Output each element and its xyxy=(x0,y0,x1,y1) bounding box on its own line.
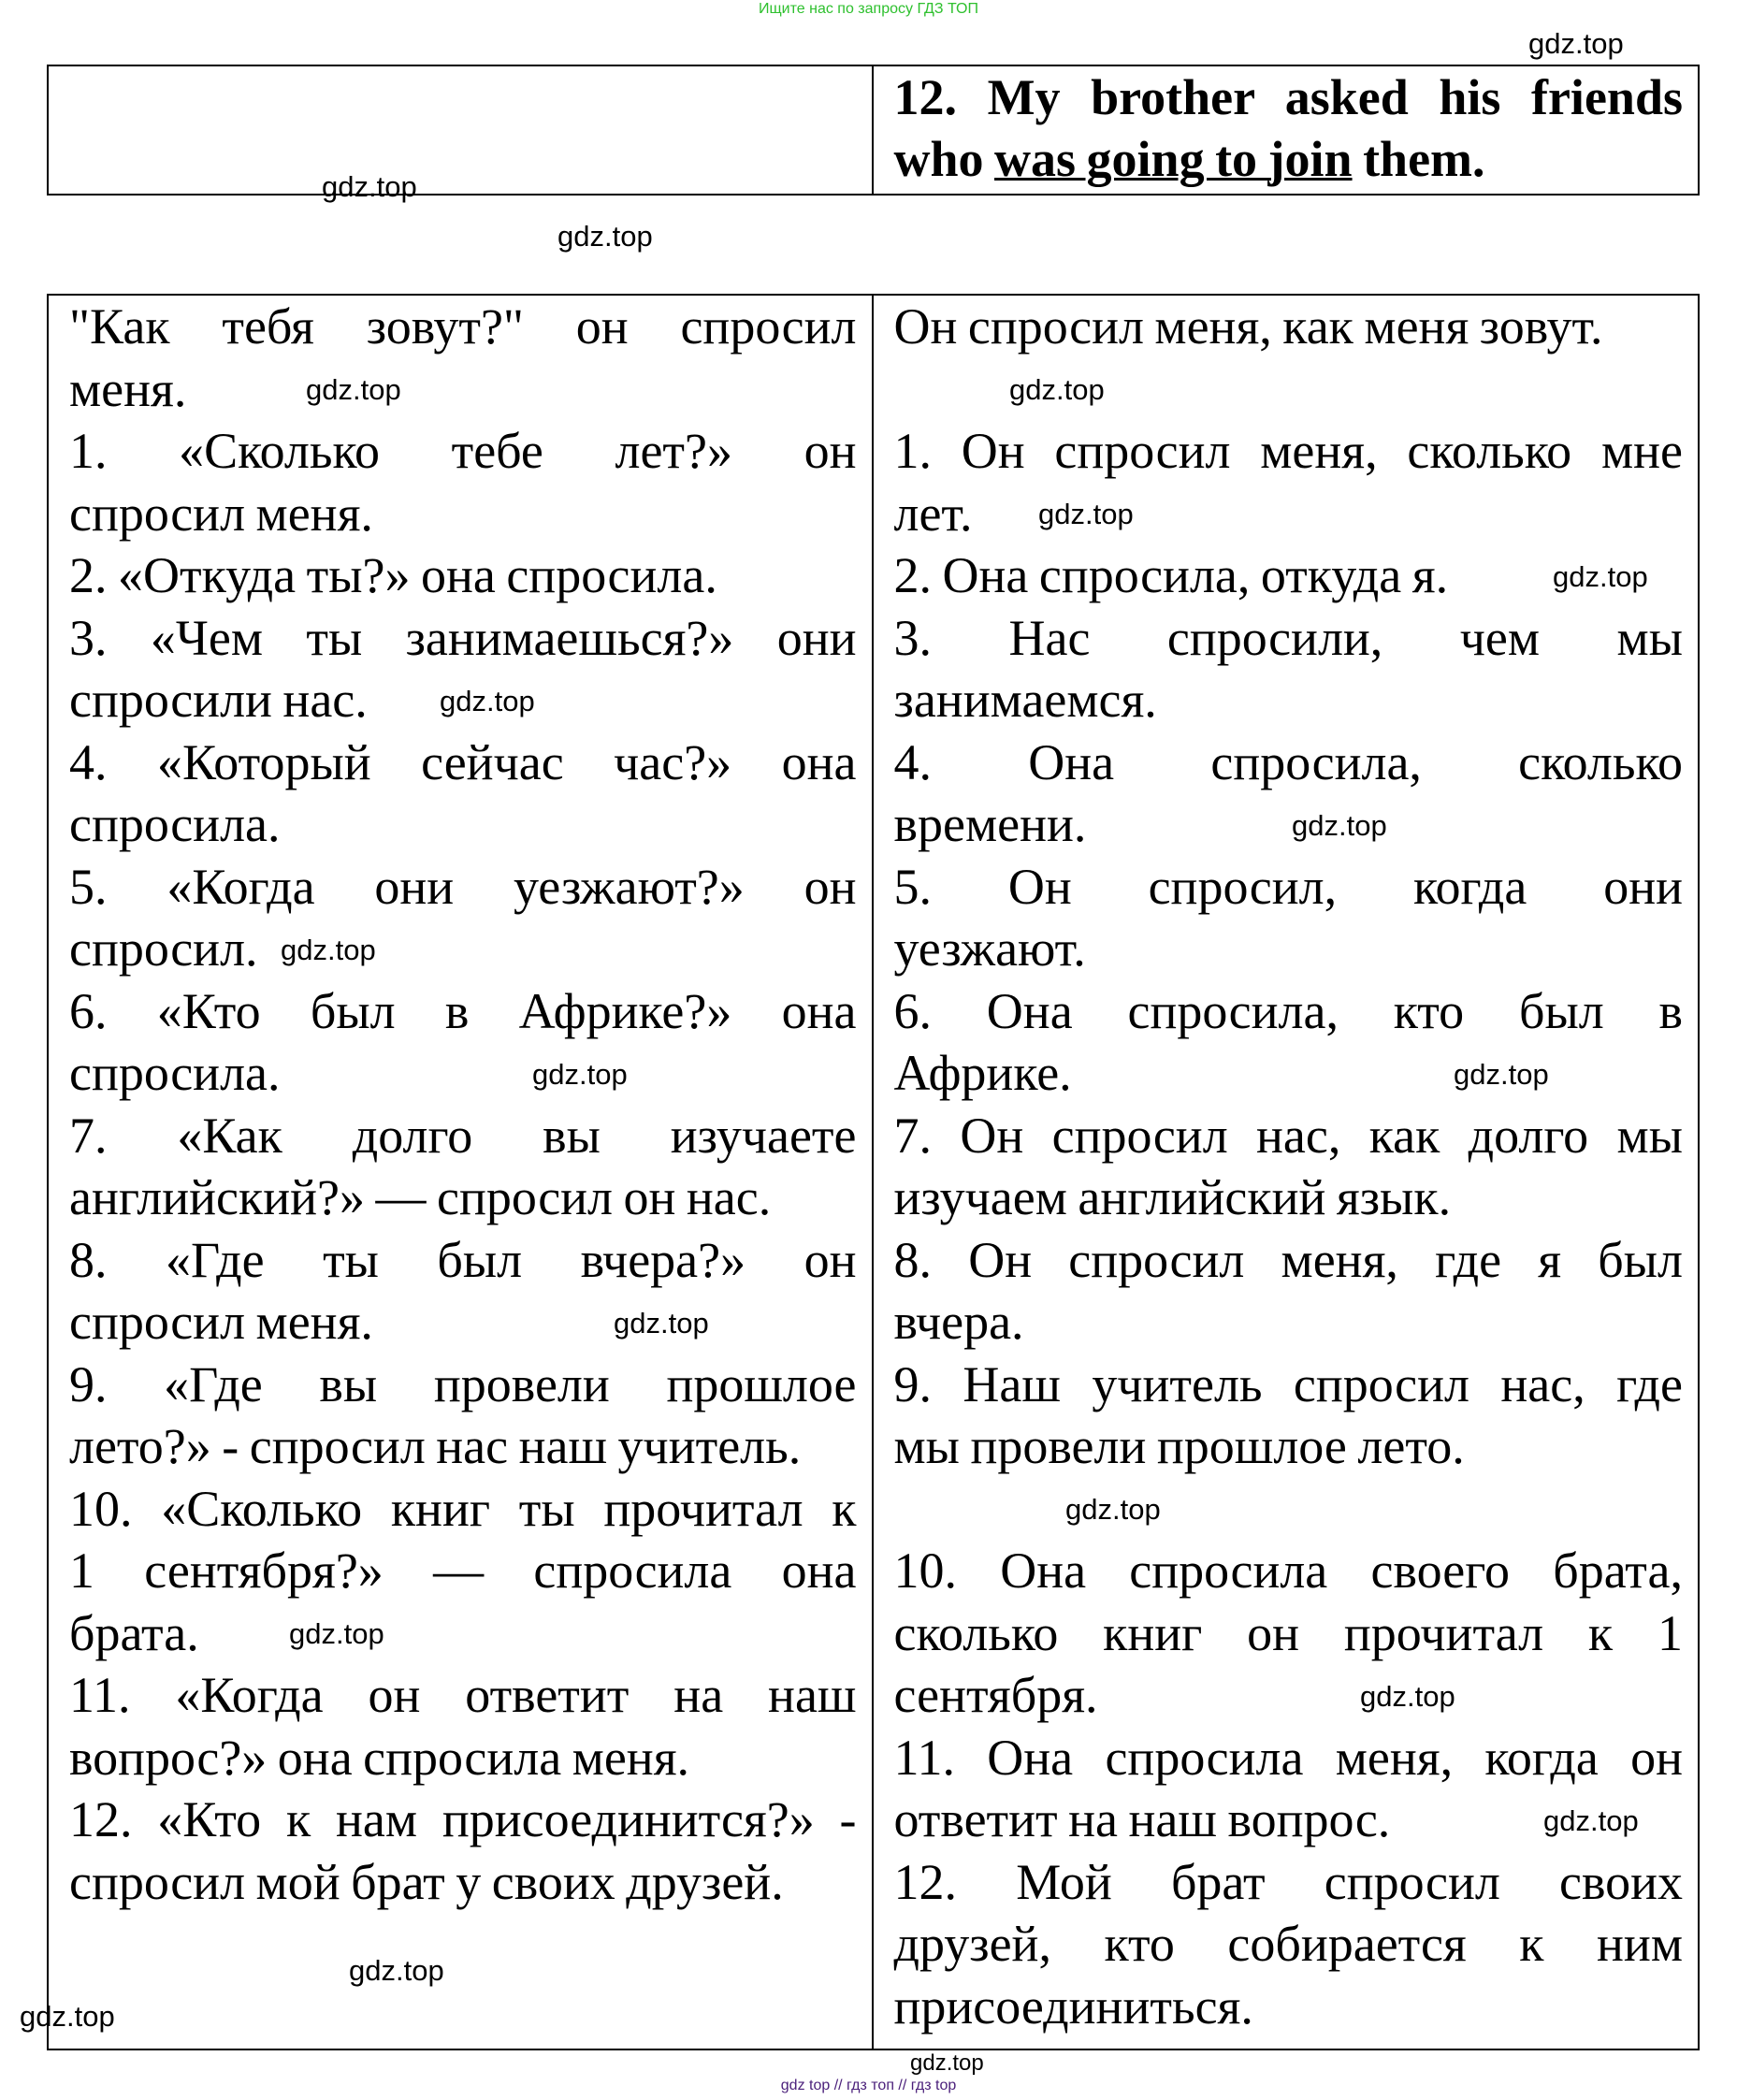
text-line: 11. «Когда он ответит на наш xyxy=(69,1667,857,1723)
text-line: 9. «Где вы провели прошлое xyxy=(69,1355,857,1412)
watermark: gdz.top xyxy=(440,685,535,717)
text-line: друзей, кто собирается к ним xyxy=(893,1916,1683,1972)
text-line: спросил меня. xyxy=(69,1294,373,1350)
paragraph xyxy=(894,1354,1684,1478)
text-line: 4. «Который сейчас час?» она xyxy=(69,733,857,790)
text-line: 2. Она спросила, откуда я. xyxy=(893,547,1449,603)
text-line: лето?» - спросил нас наш учитель. xyxy=(69,1418,802,1474)
paragraph xyxy=(894,296,1684,358)
watermark: gdz.top xyxy=(322,170,417,203)
text-line: 5. «Когда они уезжают?» он xyxy=(69,858,857,915)
watermark: gdz.top xyxy=(281,934,376,966)
text-line: 1. «Сколько тебе лет?» он xyxy=(69,423,857,479)
text-line: спросил. xyxy=(69,920,258,977)
text-line: вчера. xyxy=(893,1294,1024,1350)
text-line: сентября. xyxy=(893,1667,1098,1723)
text-line: 4. Она спросила, сколько xyxy=(893,733,1683,790)
watermark: gdz.top xyxy=(349,1954,444,1987)
direct-speech-column xyxy=(49,296,874,2049)
watermark: gdz.top xyxy=(1454,1058,1549,1091)
text-line: ответит на наш вопрос. xyxy=(893,1791,1391,1847)
search-banner[interactable]: Ищите нас по запросу ГДЗ ТОП xyxy=(759,1,978,17)
paragraph xyxy=(894,731,1684,856)
text-line: брата. xyxy=(69,1604,199,1661)
text-line: присоединиться. xyxy=(893,1977,1253,2035)
watermark: gdz.top xyxy=(1553,560,1648,593)
watermark: gdz.top xyxy=(20,2000,115,2033)
text-line: 9. Наш учитель спросил нас, где xyxy=(893,1355,1683,1412)
empty-cell xyxy=(49,66,874,194)
watermark: gdz.top xyxy=(1360,1680,1455,1713)
footer-links[interactable]: gdz top // гдз топ // гдз top xyxy=(780,2078,957,2093)
paragraph xyxy=(894,1540,1684,1727)
text-line xyxy=(894,1478,1684,1541)
watermark: gdz.top xyxy=(1038,498,1134,530)
text-line: "Как тебя зовут?" он спросил xyxy=(69,298,857,355)
paragraph xyxy=(894,856,1684,980)
text-line: сколько книг он прочитал к 1 xyxy=(893,1604,1683,1661)
answer-text-after: them. xyxy=(1352,131,1485,187)
watermark: gdz.top xyxy=(1065,1493,1161,1526)
text-line: 8. «Где ты был вчера?» он xyxy=(69,1231,857,1288)
text-line: 10. Она спросила своего брата, xyxy=(893,1542,1683,1599)
text-line: Он спросил меня, как меня зовут. xyxy=(893,298,1603,355)
text-line: английский?» — спросил он нас. xyxy=(69,1169,772,1225)
text-line: спросил мой брат у своих друзей. xyxy=(69,1853,784,1910)
paragraph xyxy=(894,1478,1684,1541)
paragraph xyxy=(69,980,857,1105)
text-line: меня. xyxy=(69,360,187,417)
text-line: 7. «Как долго вы изучаете xyxy=(69,1107,857,1164)
paragraph xyxy=(69,731,857,856)
watermark: gdz.top xyxy=(1543,1804,1639,1837)
text-line: спросила. xyxy=(69,1045,281,1101)
text-line: спросила. xyxy=(69,796,281,852)
text-line: времени. xyxy=(893,796,1087,852)
text-line: 11. Она спросила меня, когда он xyxy=(893,1729,1683,1786)
answer-text-before: who xyxy=(893,131,995,187)
paragraph xyxy=(69,856,857,980)
text-line: 1 сентября?» — спросила она xyxy=(69,1542,857,1599)
paragraph xyxy=(69,1664,857,1789)
text-line: вопрос?» она спросила меня. xyxy=(69,1729,690,1786)
paragraph xyxy=(69,1105,857,1229)
watermark: gdz.top xyxy=(1292,809,1387,842)
text-line: 10. «Сколько книг ты прочитал к xyxy=(69,1480,857,1537)
text-line: 3. «Чем ты занимаешься?» они xyxy=(69,609,857,666)
paragraph xyxy=(894,980,1684,1105)
paragraph xyxy=(69,420,857,544)
text-line: 8. Он спросил меня, где я был xyxy=(893,1231,1683,1288)
text-line: 3. Нас спросили, чем мы xyxy=(893,609,1683,666)
watermark: gdz.top xyxy=(1009,373,1105,406)
text-line: 2. «Откуда ты?» она спросила. xyxy=(69,547,717,603)
english-answer-cell xyxy=(874,66,1699,194)
watermark: gdz.top xyxy=(557,220,653,253)
text-line: спросили нас. xyxy=(69,672,368,728)
text-line: 6. «Кто был в Африке?» она xyxy=(69,982,857,1039)
text-line: лет. xyxy=(893,485,973,542)
answer-line-2 xyxy=(894,128,1684,190)
underlined-verb: was going to join xyxy=(994,131,1353,187)
paragraph xyxy=(69,1789,857,1913)
paragraph xyxy=(894,1105,1684,1229)
text-line: 12. Мой брат спросил своих xyxy=(893,1853,1683,1910)
text-line: 12. «Кто к нам присоединится?» - xyxy=(69,1791,857,1847)
paragraph xyxy=(69,1354,857,1478)
paragraph xyxy=(69,296,857,420)
text-line: уезжают. xyxy=(893,920,1086,977)
translation-table xyxy=(47,294,1700,2050)
text-line: Африке. xyxy=(893,1045,1072,1101)
watermark: gdz.top xyxy=(614,1307,709,1340)
reported-speech-column xyxy=(874,296,1699,2049)
text-line: 6. Она спросила, кто был в xyxy=(893,982,1683,1039)
text-line: 1. Он спросил меня, сколько мне xyxy=(893,423,1683,479)
paragraph xyxy=(894,1851,1684,2038)
watermark: gdz.top xyxy=(1528,27,1624,60)
text-line: 7. Он спросил нас, как долго мы xyxy=(893,1107,1683,1164)
answer-line-1: 12. My brother asked his friends xyxy=(893,69,1683,125)
watermark: gdz.top xyxy=(910,2050,984,2076)
watermark: gdz.top xyxy=(532,1058,628,1091)
paragraph xyxy=(69,1478,857,1665)
text-line: изучаем английский язык. xyxy=(893,1169,1452,1225)
watermark: gdz.top xyxy=(306,373,401,406)
text-line: занимаемся. xyxy=(893,672,1157,728)
paragraph xyxy=(894,1229,1684,1354)
paragraph xyxy=(69,544,857,607)
text-line: спросил меня. xyxy=(69,485,373,542)
paragraph xyxy=(69,1229,857,1354)
watermark: gdz.top xyxy=(289,1617,384,1650)
paragraph xyxy=(894,607,1684,731)
paragraph xyxy=(894,420,1684,544)
text-line: мы провели прошлое лето. xyxy=(893,1418,1465,1474)
answer-row-12 xyxy=(47,65,1700,196)
text-line: 5. Он спросил, когда они xyxy=(893,858,1683,915)
